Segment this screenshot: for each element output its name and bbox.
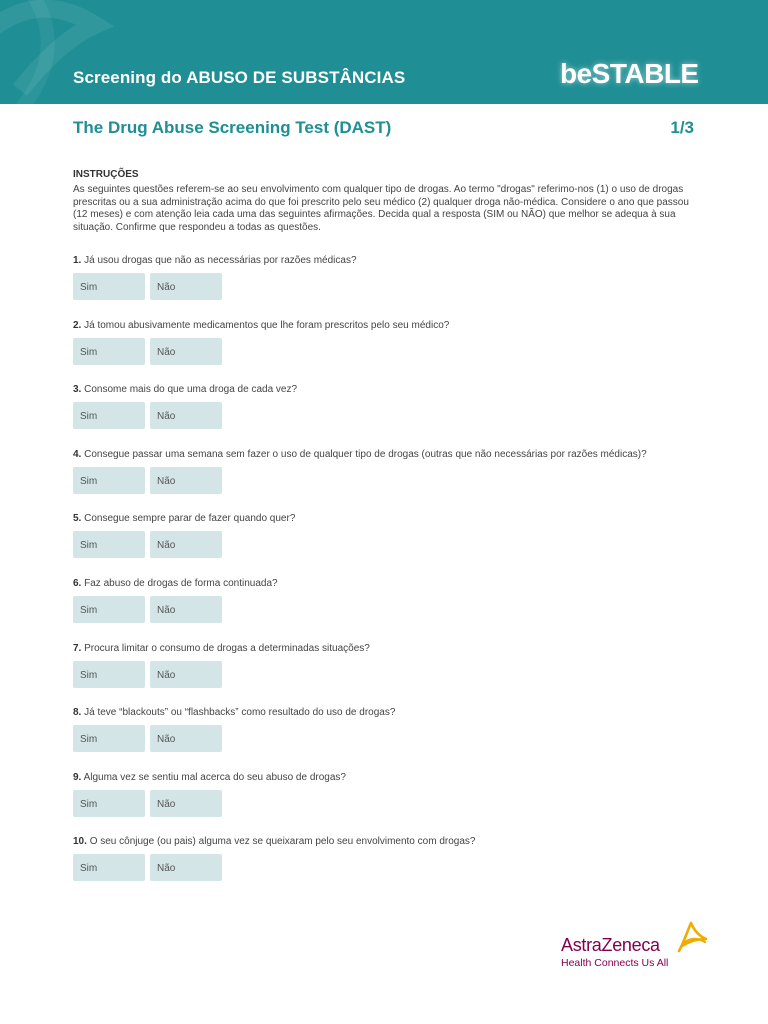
company-tagline: Health Connects Us All (561, 957, 669, 969)
question-number: 8. (73, 707, 82, 718)
question-text (73, 836, 713, 850)
question-text (73, 772, 713, 786)
header-title: Screening do ABUSO DE SUBSTÂNCIAS (73, 68, 406, 87)
answer-nao-button[interactable]: Não (150, 661, 222, 688)
answer-sim-button[interactable]: Sim (73, 790, 145, 817)
answer-sim-button[interactable]: Sim (73, 661, 145, 688)
answer-options (73, 402, 713, 430)
instructions-body: As seguintes questões referem-se ao seu envolvimento com qualquer tipo de drogas. Ao termo "drogas" referimo-nos (1) o uso de drogas prescritas ou a sua administração acima do que foi prescrito pelo seu médico (2) qualquer droga não-médica. Considere o ano que passou (12 meses) e com atenção leia cada uma das seguintes afirmações. Decida qual a resposta (SIM ou NÃO) que melhor se adequa à sua situação. Confirme que respondeu a todas as questões. (73, 184, 689, 233)
answer-sim-button[interactable]: Sim (73, 531, 145, 558)
page-header (0, 0, 768, 104)
question-item (73, 255, 713, 301)
answer-nao-button[interactable]: Não (150, 596, 222, 623)
question-label: Consome mais do que uma droga de cada vez? (84, 384, 298, 395)
question-text (73, 320, 713, 334)
question-text (73, 255, 713, 269)
question-number: 7. (73, 643, 82, 654)
question-item (73, 320, 713, 366)
answer-options (73, 531, 713, 559)
answer-options (73, 790, 713, 818)
question-label: O seu cônjuge (ou pais) alguma vez se queixaram pelo seu envolvimento com drogas? (89, 836, 476, 847)
question-label: Procura limitar o consumo de drogas a determinadas situações? (84, 643, 370, 654)
answer-options (73, 273, 713, 301)
question-number: 9. (73, 772, 82, 783)
answer-options (73, 661, 713, 689)
answer-nao-button[interactable]: Não (150, 531, 222, 558)
question-text (73, 578, 713, 592)
instructions-heading: INSTRUÇÕES (73, 169, 139, 180)
question-item (73, 772, 713, 818)
question-number: 5. (73, 513, 82, 524)
answer-options (73, 854, 713, 882)
question-number: 1. (73, 255, 82, 266)
question-item (73, 513, 713, 559)
answer-nao-button[interactable]: Não (150, 854, 222, 881)
astrazeneca-logo (561, 920, 711, 970)
question-number: 6. (73, 578, 82, 589)
question-item (73, 384, 713, 430)
question-number: 4. (73, 449, 82, 460)
answer-nao-button[interactable]: Não (150, 467, 222, 494)
question-text (73, 384, 713, 398)
answer-nao-button[interactable]: Não (150, 273, 222, 300)
question-text (73, 449, 713, 463)
question-label: Já usou drogas que não as necessárias por razões médicas? (84, 255, 357, 266)
answer-sim-button[interactable]: Sim (73, 854, 145, 881)
question-number: 3. (73, 384, 82, 395)
question-text (73, 707, 713, 721)
answer-nao-button[interactable]: Não (150, 338, 222, 365)
question-text (73, 643, 713, 657)
answer-sim-button[interactable]: Sim (73, 596, 145, 623)
answer-nao-button[interactable]: Não (150, 725, 222, 752)
answer-options (73, 725, 713, 753)
answer-sim-button[interactable]: Sim (73, 273, 145, 300)
document-title: The Drug Abuse Screening Test (DAST) (73, 118, 392, 137)
question-label: Já teve “blackouts” ou “flashbacks” como resultado do uso de drogas? (84, 707, 396, 718)
page-number: 1/3 (670, 118, 694, 137)
question-label: Já tomou abusivamente medicamentos que lhe foram prescritos pelo seu médico? (84, 320, 450, 331)
question-text (73, 513, 713, 527)
astrazeneca-symbol-icon (675, 920, 709, 954)
answer-options (73, 338, 713, 366)
answer-sim-button[interactable]: Sim (73, 725, 145, 752)
question-item (73, 578, 713, 624)
question-item (73, 449, 713, 495)
company-name: AstraZeneca (561, 935, 660, 955)
question-label: Consegue sempre parar de fazer quando quer? (84, 513, 296, 524)
question-item (73, 643, 713, 689)
question-item (73, 836, 713, 882)
question-item (73, 707, 713, 753)
answer-sim-button[interactable]: Sim (73, 338, 145, 365)
bestable-logo: beSTABLE (560, 58, 699, 89)
answer-sim-button[interactable]: Sim (73, 467, 145, 494)
question-number: 10. (73, 836, 87, 847)
question-label: Alguma vez se sentiu mal acerca do seu abuso de drogas? (83, 772, 346, 783)
question-label: Faz abuso de drogas de forma continuada? (84, 578, 278, 589)
question-label: Consegue passar uma semana sem fazer o uso de qualquer tipo de drogas (outras que não necessárias por razões médicas)? (84, 449, 647, 460)
answer-options (73, 467, 713, 495)
answer-nao-button[interactable]: Não (150, 790, 222, 817)
answer-sim-button[interactable]: Sim (73, 402, 145, 429)
header-decoration-graphic (0, 0, 130, 104)
question-number: 2. (73, 320, 82, 331)
answer-options (73, 596, 713, 624)
answer-nao-button[interactable]: Não (150, 402, 222, 429)
